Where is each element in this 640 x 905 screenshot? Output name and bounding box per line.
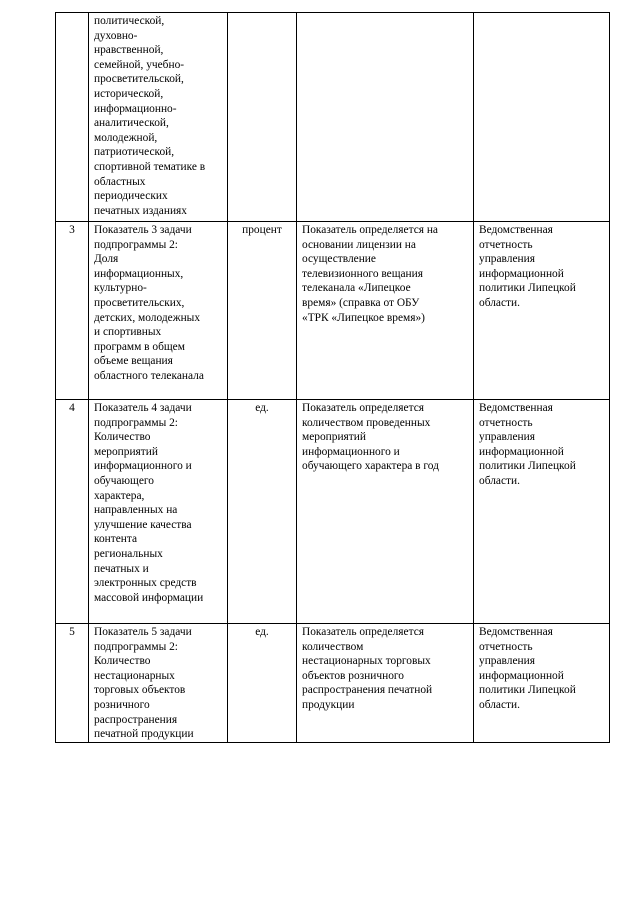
indicators-table	[55, 12, 610, 743]
calculation-method-cell: Показатель определяется на основании лицензии на осуществление телевизионного вещания телеканала «Липецкое время» (справка от ОБУ «ТРК «Липецкое время»)	[297, 222, 474, 400]
indicator-name-cell: политической, духовно- нравственной, семейной, учебно- просветительской, исторической, информационно- аналитической, молодежной, патриотической, спортивной тематике в областных периодических печатных изданиях	[89, 13, 228, 222]
data-source-cell	[474, 13, 610, 222]
table-row	[56, 13, 610, 222]
row-number-cell: 3	[56, 222, 89, 400]
indicator-name-cell: Показатель 3 задачи подпрограммы 2: Доля информационных, культурно- просветительских, детских, молодежных и спортивных программ в общем объеме вещания областного телеканала	[89, 222, 228, 400]
unit-cell: процент	[228, 222, 297, 400]
indicator-name-cell: Показатель 4 задачи подпрограммы 2: Количество мероприятий информационного и обучающего характера, направленных на улучшение качества контента региональных печатных и электронных средств массовой информации	[89, 400, 228, 624]
row-number-cell: 4	[56, 400, 89, 624]
table-row	[56, 400, 610, 624]
indicator-name-cell: Показатель 5 задачи подпрограммы 2: Количество нестационарных торговых объектов розничного распространения печатной продукции	[89, 624, 228, 743]
row-number-cell	[56, 13, 89, 222]
row-number-cell: 5	[56, 624, 89, 743]
unit-cell	[228, 13, 297, 222]
calculation-method-cell: Показатель определяется количеством проведенных мероприятий информационного и обучающего характера в год	[297, 400, 474, 624]
unit-cell: ед.	[228, 624, 297, 743]
calculation-method-cell	[297, 13, 474, 222]
calculation-method-cell: Показатель определяется количеством нестационарных торговых объектов розничного распространения печатной продукции	[297, 624, 474, 743]
unit-cell: ед.	[228, 400, 297, 624]
data-source-cell: Ведомственная отчетность управления информационной политики Липецкой области.	[474, 400, 610, 624]
data-source-cell: Ведомственная отчетность управления информационной политики Липецкой области.	[474, 624, 610, 743]
table-row	[56, 222, 610, 400]
table-row	[56, 624, 610, 743]
data-source-cell: Ведомственная отчетность управления информационной политики Липецкой области.	[474, 222, 610, 400]
